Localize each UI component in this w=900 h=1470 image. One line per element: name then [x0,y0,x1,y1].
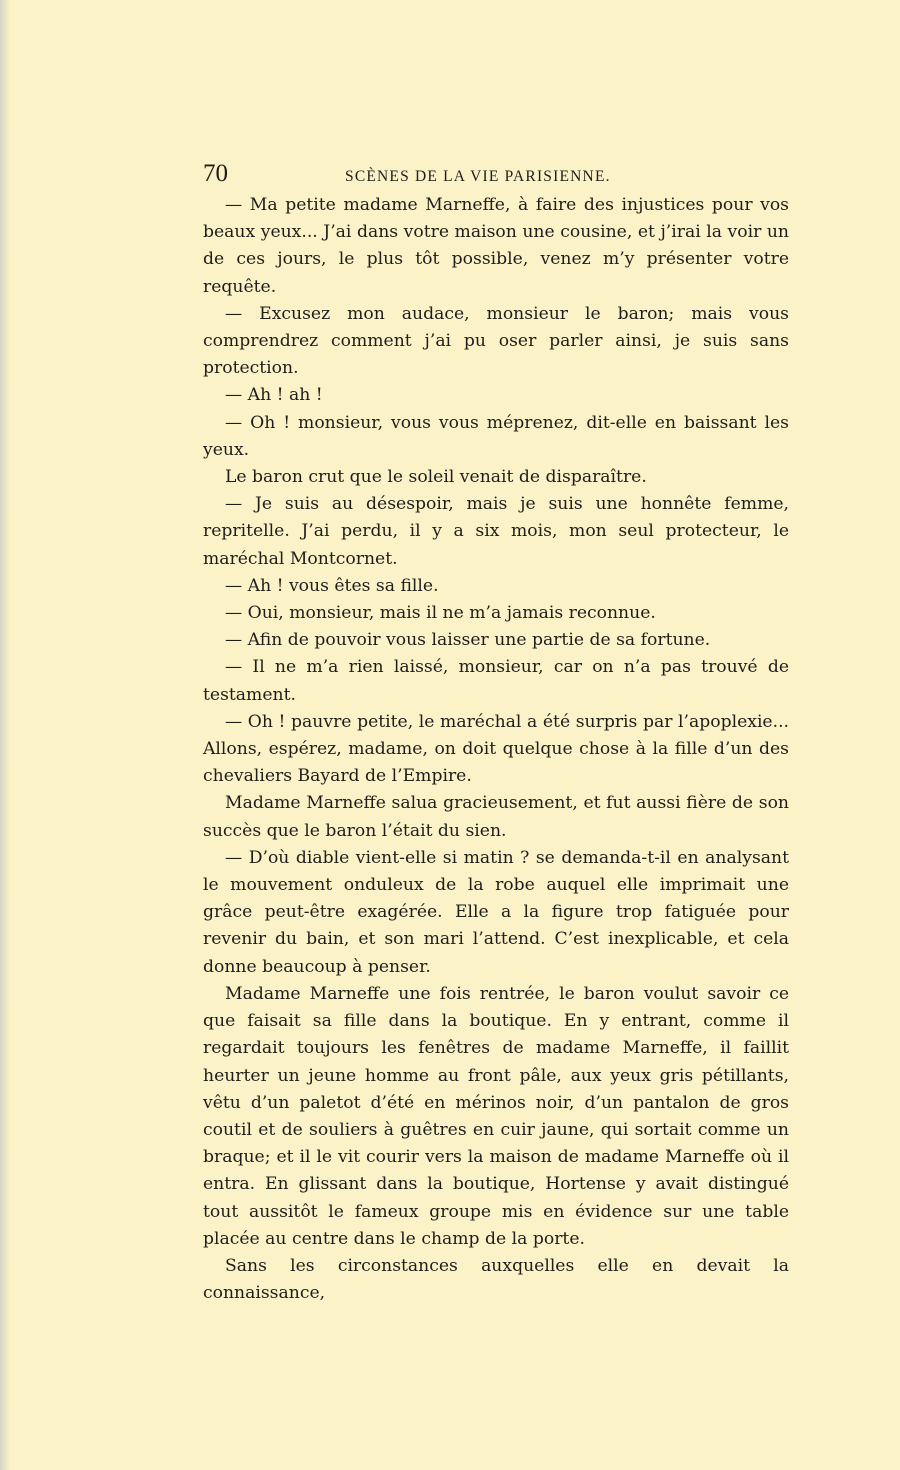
paragraph: — Afin de pouvoir vous laisser une partie de sa fortune. [225,630,711,651]
paragraph: Madame Marneffe salua gracieusement, et fut aussi fière de son succès que le baron l’était du sien. [203,793,789,841]
book-page [203,156,789,1307]
body-text [203,192,789,1307]
paragraph: — D’où diable vient-elle si matin ? se demanda-t-il en analysant le mouvement onduleux de la robe auquel elle imprimait une grâce peut-être exagérée. Elle a la figure trop fatiguée pour revenir du bain, et son mari l’attend. C’est inexplicable, et cela donne beaucoup à penser. [203,847,789,977]
paragraph: Sans les circonstances auxquelles elle en devait la connaissance, [203,1255,789,1304]
page-number: 70 [203,160,228,187]
paragraph: Le baron crut que le soleil venait de disparaître. [225,467,647,488]
running-title: SCÈNES DE LA VIE PARISIENNE. [345,168,611,185]
paragraph: — Oh ! pauvre petite, le maréchal a été surpris par l’apoplexie... Allons, espérez, madame, on doit quelque chose à la fille d’un des chevaliers Bayard de l’Empire. [203,711,789,787]
paragraph: — Excusez mon audace, monsieur le baron; mais vous comprendrez comment j’ai pu oser parler ainsi, je suis sans protection. [203,303,789,379]
paragraph: — Oui, monsieur, mais il ne m’a jamais reconnue. [225,603,656,624]
paragraph: — Je suis au désespoir, mais je suis une honnête femme, repritelle. J’ai perdu, il y a six mois, mon seul protecteur, le maréchal Montcornet. [203,494,789,569]
paragraph: — Il ne m’a rien laissé, monsieur, car on n’a pas trouvé de testament. [203,657,789,705]
paragraph: — Ah ! ah ! [225,385,323,406]
page-header [203,156,789,192]
paragraph: Madame Marneffe une fois rentrée, le baron voulut savoir ce que faisait sa fille dans la boutique. En y entrant, comme il regardait toujours les fenêtres de madame Marneffe, il faillit heurter un jeune homme au front pâle, aux yeux gris pétillants, vêtu d’un paletot d’été en mérinos noir, d’un pantalon de gros coutil et de souliers à guêtres en cuir jaune, qui sortait comme un braque; et il le vit courir vers la maison de madame Marneffe où il entra. En glissant dans la boutique, Hortense y avait distingué tout aussitôt le fameux groupe mis en évidence sur une table placée au centre dans le champ de la porte. [203,983,789,1249]
page-edge-shadow [0,0,10,1470]
paragraph: — Ah ! vous êtes sa fille. [225,575,439,596]
paragraph: — Oh ! monsieur, vous vous méprenez, dit-elle en baissant les yeux. [203,412,789,460]
paragraph: — Ma petite madame Marneffe, à faire des injustices pour vos beaux yeux... J’ai dans votre maison une cousine, et j’irai la voir un de ces jours, le plus tôt possible, venez m’y présenter votre requête. [203,195,789,297]
